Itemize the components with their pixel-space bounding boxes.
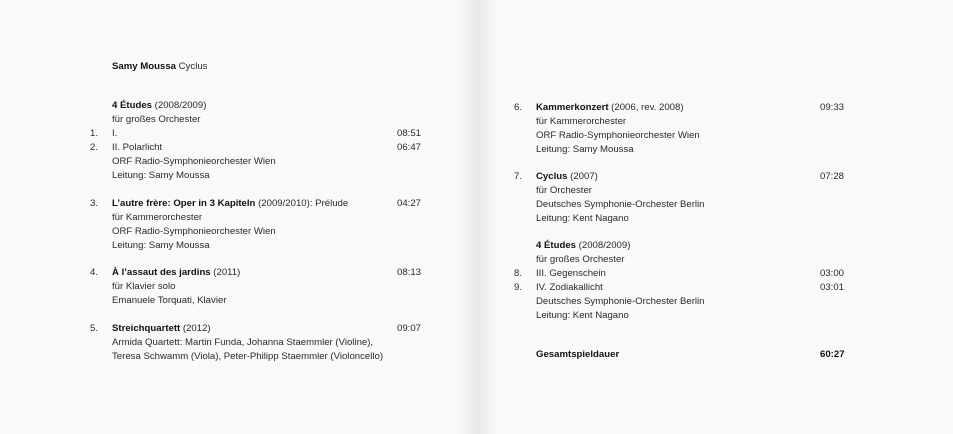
track-duration: 06:47 <box>397 142 422 153</box>
composer-name: Samy Moussa <box>112 61 176 72</box>
performer-line: Teresa Schwamm (Viola), Peter-Philipp Staemmler (Violoncello) <box>112 351 384 362</box>
album-header <box>112 60 207 74</box>
work-year: (2009/2010): Prélude <box>255 198 349 209</box>
album-title: Cyclus <box>178 61 208 72</box>
work-title-line <box>112 197 348 211</box>
track-number: 6. <box>514 102 523 113</box>
total-label: Gesamtspieldauer <box>536 349 620 360</box>
track-number: 9. <box>514 282 523 293</box>
work-title-line <box>536 101 684 115</box>
track-number: 4. <box>90 267 99 278</box>
gutter-shadow <box>456 0 474 434</box>
work-scoring: für Klavier solo <box>112 281 176 292</box>
work-title: L’autre frère: Oper in 3 Kapiteln <box>112 198 256 209</box>
track-number: 1. <box>90 128 99 139</box>
work-year: (2008/2009) <box>152 100 207 111</box>
track-title: III. Gegenschein <box>536 268 606 279</box>
performer-line: Emanuele Torquati, Klavier <box>112 295 227 306</box>
track-number: 2. <box>90 142 99 153</box>
work-title: 4 Études <box>536 240 576 251</box>
work-title: Kammerkonzert <box>536 102 609 113</box>
work-title-line <box>536 170 598 184</box>
work-scoring: für großes Orchester <box>112 114 201 125</box>
conductor-line: Leitung: Samy Moussa <box>112 240 210 251</box>
track-title: IV. Zodiakallicht <box>536 282 603 293</box>
work-title: Streichquartett <box>112 323 181 334</box>
work-title: 4 Études <box>112 100 152 111</box>
track-number: 7. <box>514 171 523 182</box>
track-number: 8. <box>514 268 523 279</box>
performer-line: Deutsches Symphonie-Orchester Berlin <box>536 296 705 307</box>
work-scoring: für Orchester <box>536 185 592 196</box>
conductor-line: Leitung: Samy Moussa <box>536 144 634 155</box>
total-duration: 60:27 <box>820 349 845 360</box>
work-year: (2008/2009) <box>576 240 631 251</box>
performer-line: Deutsches Symphonie-Orchester Berlin <box>536 199 705 210</box>
work-year: (2012) <box>180 323 211 334</box>
track-duration: 07:28 <box>820 171 845 182</box>
work-scoring: für Kammerorchester <box>112 212 203 223</box>
track-duration: 03:01 <box>820 282 845 293</box>
performer-line: ORF Radio-Symphonieorchester Wien <box>536 130 700 141</box>
work-year: (2011) <box>210 267 241 278</box>
performer-line: ORF Radio-Symphonieorchester Wien <box>112 156 276 167</box>
track-duration: 09:33 <box>820 102 845 113</box>
track-duration: 08:13 <box>397 267 422 278</box>
conductor-line: Leitung: Kent Nagano <box>536 213 629 224</box>
track-duration: 08:51 <box>397 128 422 139</box>
work-title-line <box>112 322 211 336</box>
conductor-line: Leitung: Samy Moussa <box>112 170 210 181</box>
work-title: À l’assaut des jardins <box>112 267 211 278</box>
work-title-line <box>536 239 630 253</box>
track-number: 5. <box>90 323 99 334</box>
conductor-line: Leitung: Kent Nagano <box>536 310 629 321</box>
performer-line: Armida Quartett: Martin Funda, Johanna Staemmler (Violine), <box>112 337 374 348</box>
work-year: (2007) <box>567 171 598 182</box>
track-title: I. <box>112 128 118 139</box>
track-duration: 03:00 <box>820 268 845 279</box>
track-title: II. Polarlicht <box>112 142 163 153</box>
track-duration: 09:07 <box>397 323 422 334</box>
work-scoring: für Kammerorchester <box>536 116 627 127</box>
track-duration: 04:27 <box>397 198 422 209</box>
performer-line: ORF Radio-Symphonieorchester Wien <box>112 226 276 237</box>
left-page <box>0 0 474 434</box>
work-title-line <box>112 99 206 113</box>
work-title: Cyclus <box>536 171 568 182</box>
work-title-line <box>112 266 240 280</box>
right-page <box>480 0 953 434</box>
work-year: (2006, rev. 2008) <box>608 102 684 113</box>
work-scoring: für großes Orchester <box>536 254 625 265</box>
gutter-shadow <box>480 0 498 434</box>
track-number: 3. <box>90 198 99 209</box>
